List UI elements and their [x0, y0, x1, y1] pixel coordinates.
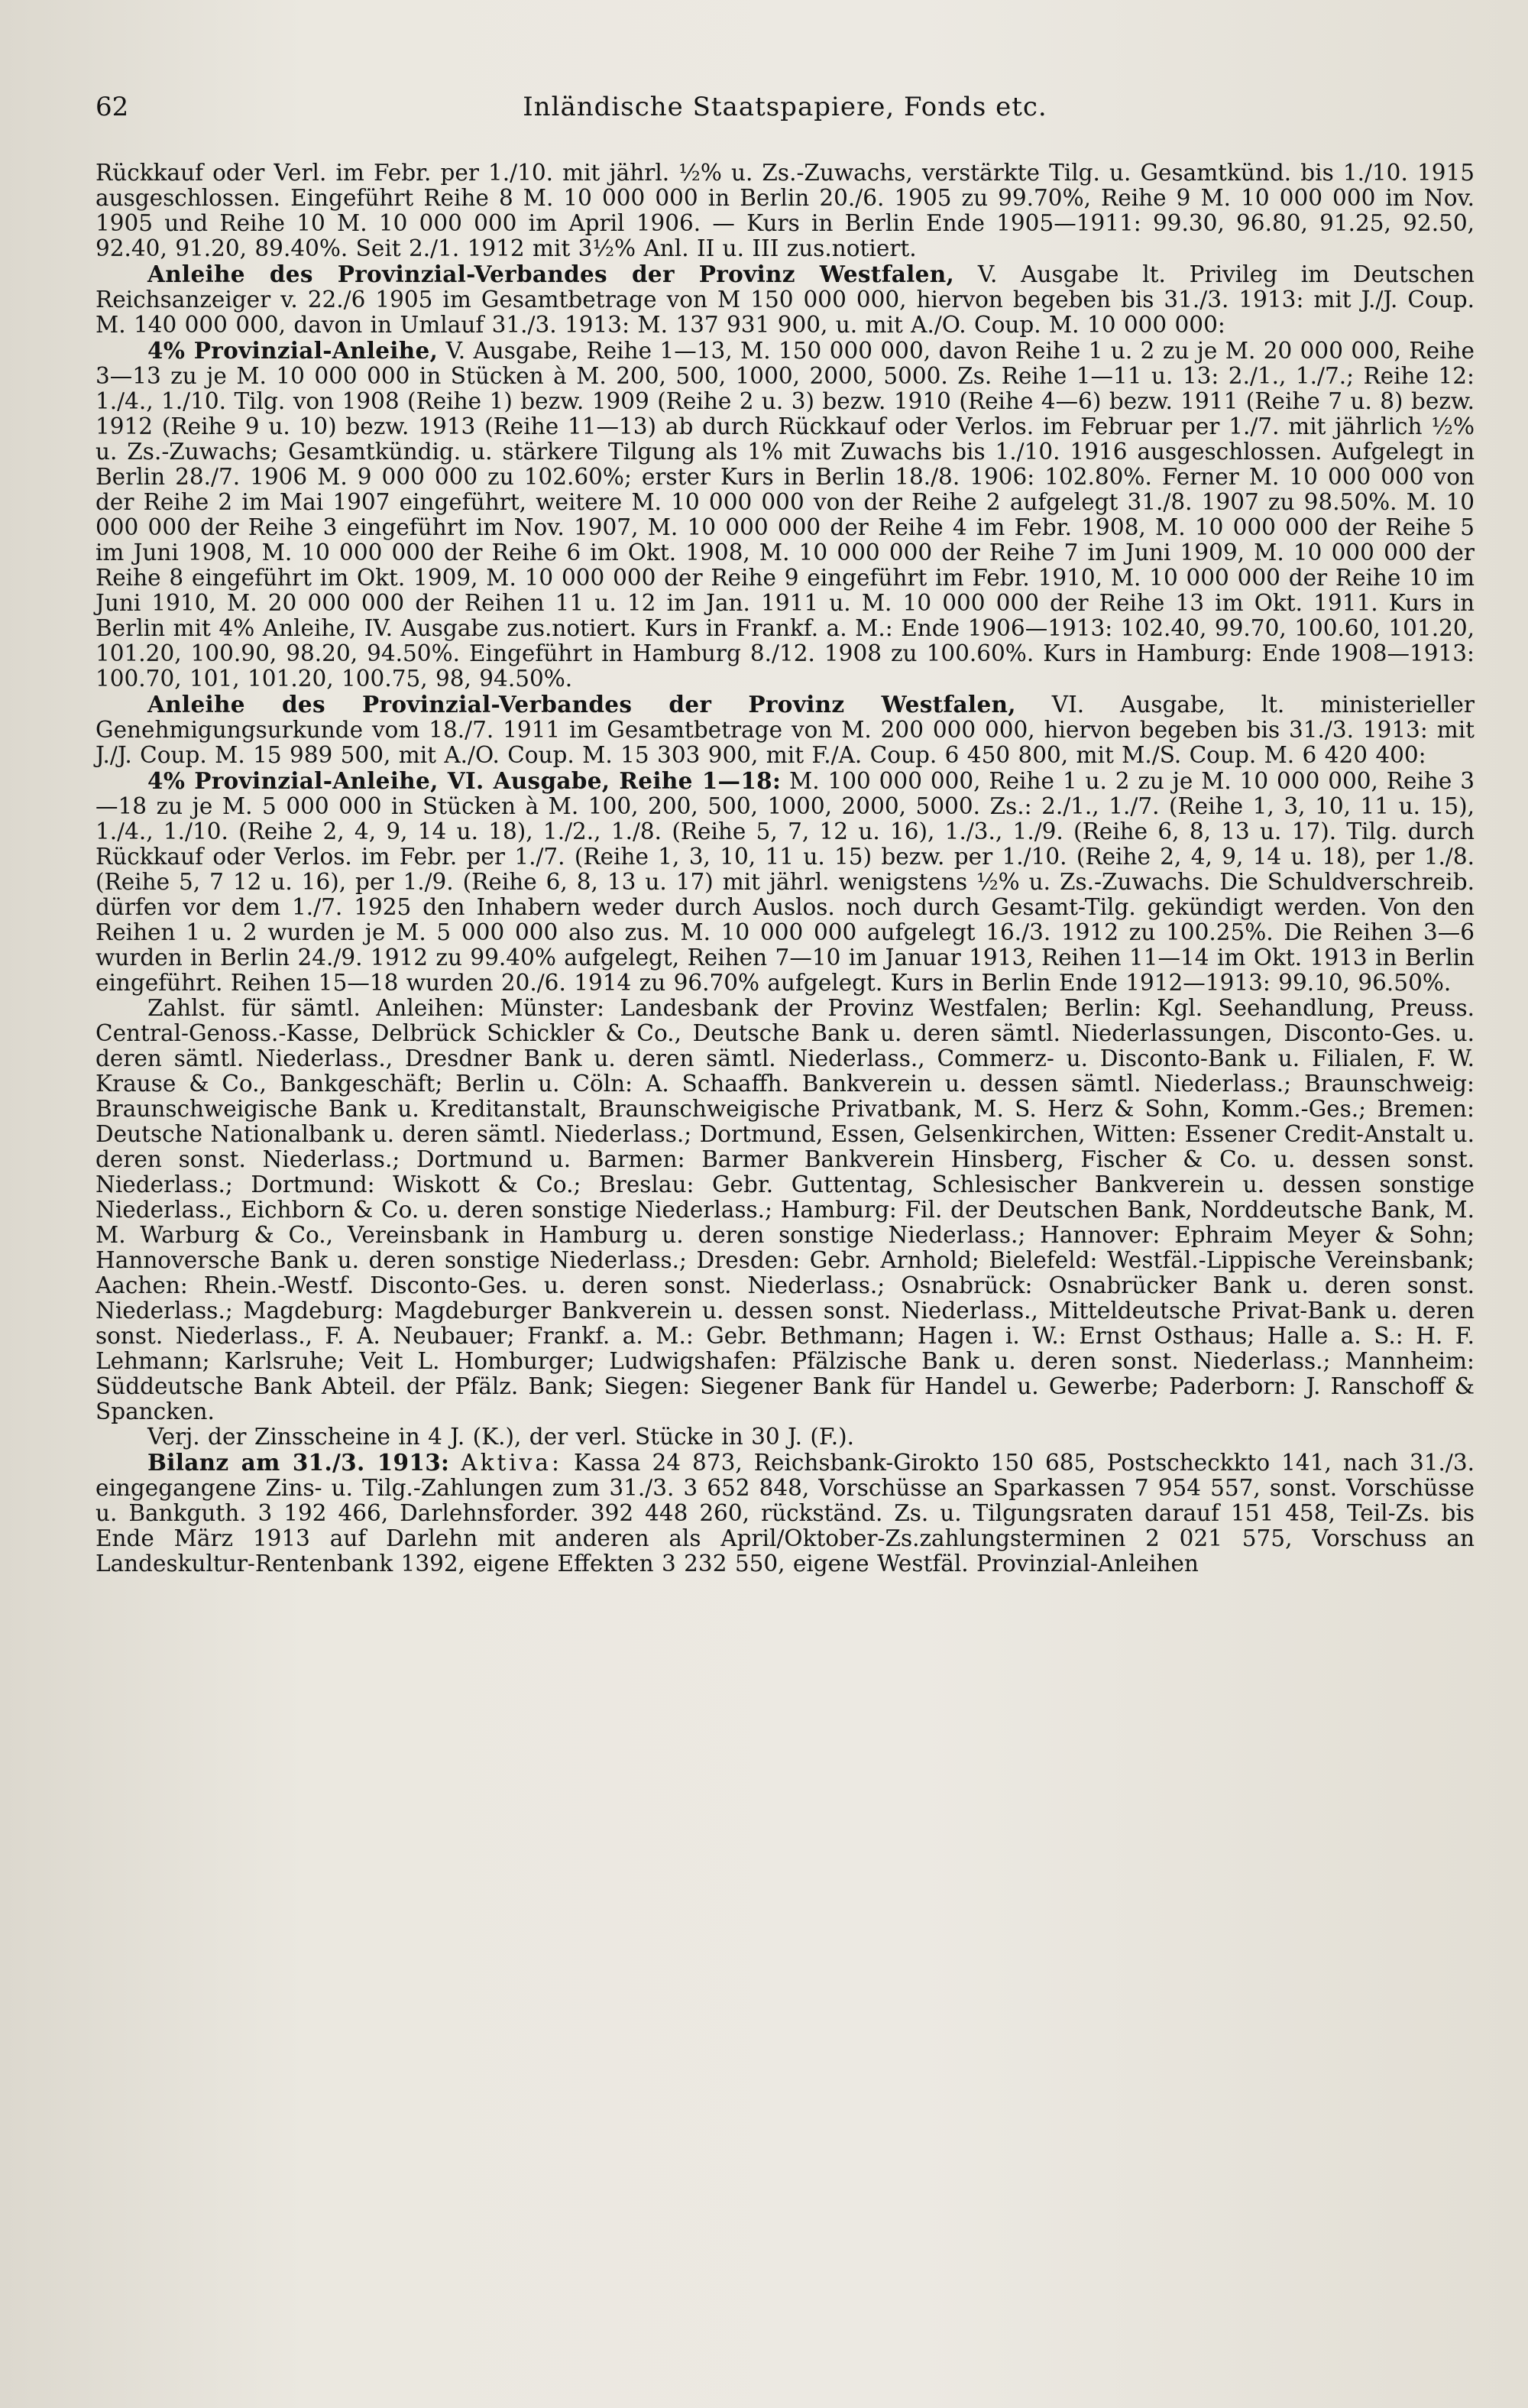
paragraph-repayment-terms [96, 160, 1475, 261]
page-header [96, 84, 1475, 130]
paragraph-text: M. 100 000 000, Reihe 1 u. 2 zu je M. 10 000 000, Reihe 3—18 zu je M. 5 000 000 in Stücken à M. 100, 200, 500, 1000, 2000, 5000. Zs.: 2./1., 1./7. (Reihe 1, 3, 10, 11 u. 15), 1./4., 1./10. (Reihe 2, 4, 9, 14 u. 18), 1./2., 1./8. (Reihe 5, 7, 12 u. 16), 1./3., 1./9. (Reihe 6, 8, 13 u. 17). Tilg. durch Rückkauf oder Verlos. im Febr. per 1./7. (Reihe 1, 3, 10, 11 u. 15) bezw. per 1./10. (Reihe 2, 4, 9, 14 u. 18), per 1./8. (Reihe 5, 7 12 u. 16), per 1./9. (Reihe 6, 8, 13 u. 17) mit jährl. wenigstens ½% u. Zs.-Zuwachs. Die Schuldverschreib. dürfen vor dem 1./7. 1925 den Inhabern weder durch Auslos. noch durch Gesamt-Tilg. gekündigt werden. Von den Reihen 1 u. 2 wurden je M. 5 000 000 also zus. M. 10 000 000 aufgelegt 16./3. 1912 zu 100.25%. Die Reihen 3—6 wurden in Berlin 24./9. 1912 zu 99.40% aufgelegt, Reihen 7—10 im Januar 1913, Reihen 11—14 im Okt. 1913 in Berlin eingeführt. Reihen 15—18 wurden 20./6. 1914 zu 96.70% aufgelegt. Kurs in Berlin Ende 1912—1913: 99.10, 96.50%. [96, 768, 1475, 996]
loan-heading: Anleihe des Provinzial-Verbandes der Provinz Westfalen, [147, 261, 955, 287]
paragraph-provincial-loan-v [96, 338, 1475, 692]
balance-heading: Bilanz am 31./3. 1913: [147, 1449, 450, 1476]
paragraph-balance-sheet [96, 1450, 1475, 1577]
paragraph-loan-vi-issue [96, 692, 1475, 768]
paragraph-paying-agents [96, 996, 1475, 1424]
loan-heading: Anleihe des Provinzial-Verbandes der Provinz Westfalen, [147, 691, 1016, 718]
assets-label: Aktiva: [461, 1450, 562, 1476]
paragraph-provincial-loan-vi [96, 768, 1475, 996]
paragraph-loan-v-issue [96, 261, 1475, 338]
paragraph-text: Kassa 24 873, Reichsbank-Girokto 150 685, Postscheckkto 141, nach 31./3. eingegangene Zins- u. Tilg.-Zahlungen zum 31./3. 3 652 848, Vorschüsse an Sparkassen 7 954 557, sonst. Vorschüsse u. Bankguth. 3 192 466, Darlehnsforder. 392 448 260, rückständ. Zs. u. Tilgungsraten darauf 151 458, Teil-Zs. bis Ende März 1913 auf Darlehn mit anderen als April/Oktober-Zs.zahlungsterminen 2 021 575, Vorschuss an Landeskultur-Rentenbank 1392, eigene Effekten 3 232 550, eigene Westfäl. Provinzial-Anleihen [96, 1450, 1475, 1577]
paragraph-text: V. Ausgabe, Reihe 1—13, M. 150 000 000, davon Reihe 1 u. 2 zu je M. 20 000 000, Reihe 3—13 zu je M. 10 000 000 in Stücken à M. 200, 500, 1000, 2000, 5000. Zs. Reihe 1—11 u. 13: 2./1., 1./7.; Reihe 12: 1./4., 1./10. Tilg. von 1908 (Reihe 1) bezw. 1909 (Reihe 2 u. 3) bezw. 1910 (Reihe 4—6) bezw. 1911 (Reihe 7 u. 8) bezw. 1912 (Reihe 9 u. 10) bezw. 1913 (Reihe 11—13) ab durch Rückkauf oder Verlos. im Februar per 1./7. mit jährlich ½% u. Zs.-Zuwachs; Gesamtkündig. u. stärkere Tilgung als 1% mit Zuwachs bis 1./10. 1916 ausgeschlossen. Aufgelegt in Berlin 28./7. 1906 M. 9 000 000 zu 102.60%; erster Kurs in Berlin 18./8. 1906: 102.80%. Ferner M. 10 000 000 von der Reihe 2 im Mai 1907 eingeführt, weitere M. 10 000 000 von der Reihe 2 aufgelegt 31./8. 1907 zu 98.50%. M. 10 000 000 der Reihe 3 eingeführt im Nov. 1907, M. 10 000 000 der Reihe 4 im Febr. 1908, M. 10 000 000 der Reihe 5 im Juni 1908, M. 10 000 000 der Reihe 6 im Okt. 1908, M. 10 000 000 der Reihe 7 im Juni 1909, M. 10 000 000 der Reihe 8 eingeführt im Okt. 1909, M. 10 000 000 der Reihe 9 eingeführt im Febr. 1910, M. 10 000 000 der Reihe 10 im Juni 1910, M. 20 000 000 der Reihen 11 u. 12 im Jan. 1911 u. M. 10 000 000 der Reihe 13 im Okt. 1911. Kurs in Berlin mit 4% Anleihe, IV. Ausgabe zus.notiert. Kurs in Frankf. a. M.: Ende 1906—1913: 102.40, 99.70, 100.60, 101.20, 101.20, 100.90, 98.20, 94.50%. Eingeführt in Hamburg 8./12. 1908 zu 100.60%. Kurs in Hamburg: Ende 1908—1913: 100.70, 101, 101.20, 100.75, 98, 94.50%. [96, 338, 1475, 692]
paragraph-text: Zahlst. für sämtl. Anleihen: Münster: Landesbank der Provinz Westfalen; Berlin: Kgl. Seehandlung, Preuss. Central-Genoss.-Kasse, Delbrück Schickler & Co., Deutsche Bank u. deren sämtl. Niederlassungen, Disconto-Ges. u. deren sämtl. Niederlass., Dresdner Bank u. deren sämtl. Niederlass., Commerz- u. Disconto-Bank u. Filialen, F. W. Krause & Co., Bankgeschäft; Berlin u. Cöln: A. Schaaffh. Bankverein u. dessen sämtl. Niederlass.; Braunschweig: Braunschweigische Bank u. Kreditanstalt, Braunschweigische Privatbank, M. S. Herz & Sohn, Komm.-Ges.; Bremen: Deutsche Nationalbank u. deren sämtl. Niederlass.; Dortmund, Essen, Gelsenkirchen, Witten: Essener Credit-Anstalt u. deren sonst. Niederlass.; Dortmund u. Barmen: Barmer Bankverein Hinsberg, Fischer & Co. u. dessen sonst. Niederlass.; Dortmund: Wiskott & Co.; Breslau: Gebr. Guttentag, Schlesischer Bankverein u. dessen sonstige Niederlass., Eichborn & Co. u. deren sonstige Niederlass.; Hamburg: Fil. der Deutschen Bank, Norddeutsche Bank, M. M. Warburg & Co., Vereinsbank in Hamburg u. deren sonstige Niederlass.; Hannover: Ephraim Meyer & Sohn; Hannoversche Bank u. deren sonstige Niederlass.; Dresden: Gebr. Arnhold; Bielefeld: Westfäl.-Lippische Vereinsbank; Aachen: Rhein.-Westf. Disconto-Ges. u. deren sonst. Niederlass.; Osnabrück: Osnabrücker Bank u. deren sonst. Niederlass.; Magdeburg: Magdeburger Bankverein u. dessen sonst. Niederlass., Mitteldeutsche Privat-Bank u. deren sonst. Niederlass., F. A. Neubauer; Frankf. a. M.: Gebr. Bethmann; Hagen i. W.: Ernst Osthaus; Halle a. S.: H. F. Lehmann; Karlsruhe; Veit L. Homburger; Ludwigshafen: Pfälzische Bank u. deren sonst. Niederlass.; Mannheim: Süddeutsche Bank Abteil. der Pfälz. Bank; Siegen: Siegener Bank für Handel u. Gewerbe; Paderborn: J. Ranschoff & Spancken. [96, 995, 1475, 1424]
paragraph-text: VI. Ausgabe, lt. ministerieller Genehmigungsurkunde vom 18./7. 1911 im Gesamtbetrage von M. 200 000 000, hiervon begeben bis 31./3. 1913: mit J./J. Coup. M. 15 989 500, mit A./O. Coup. M. 15 303 900, mit F./A. Coup. 6 450 800, mit M./S. Coup. M. 6 420 400: [96, 692, 1475, 768]
paragraph-text: Rückkauf oder Verl. im Febr. per 1./10. mit jährl. ½% u. Zs.-Zuwachs, verstärkte Tilg. u. Gesamtkünd. bis 1./10. 1915 ausgeschlossen. Eingeführt Reihe 8 M. 10 000 000 in Berlin 20./6. 1905 zu 99.70%, Reihe 9 M. 10 000 000 im Nov. 1905 und Reihe 10 M. 10 000 000 im April 1906. — Kurs in Berlin Ende 1905—1911: 99.30, 96.80, 91.25, 92.50, 92.40, 91.20, 89.40%. Seit 2./1. 1912 mit 3½% Anl. II u. III zus.notiert. [96, 160, 1475, 261]
paragraph-limitation [96, 1424, 1475, 1450]
running-title: Inländische Staatspapiere, Fonds etc. [523, 92, 1047, 122]
paragraph-text: Verj. der Zinsscheine in 4 J. (K.), der verl. Stücke in 30 J. (F.). [147, 1424, 854, 1450]
paragraph-text: V. Ausgabe lt. Privileg im Deutschen Reichsanzeiger v. 22./6 1905 im Gesamtbetrage von M 150 000 000, hiervon begeben bis 31./3. 1913: mit J./J. Coup. M. 140 000 000, davon in Umlauf 31./3. 1913: M. 137 931 900, u. mit A./O. Coup. M. 10 000 000: [96, 261, 1475, 338]
loan-heading: 4% Provinzial-Anleihe, VI. Ausgabe, Reihe 1—18: [147, 767, 782, 794]
loan-heading: 4% Provinzial-Anleihe, [147, 337, 439, 364]
page-body [96, 160, 1475, 1577]
page-number: 62 [96, 92, 129, 122]
